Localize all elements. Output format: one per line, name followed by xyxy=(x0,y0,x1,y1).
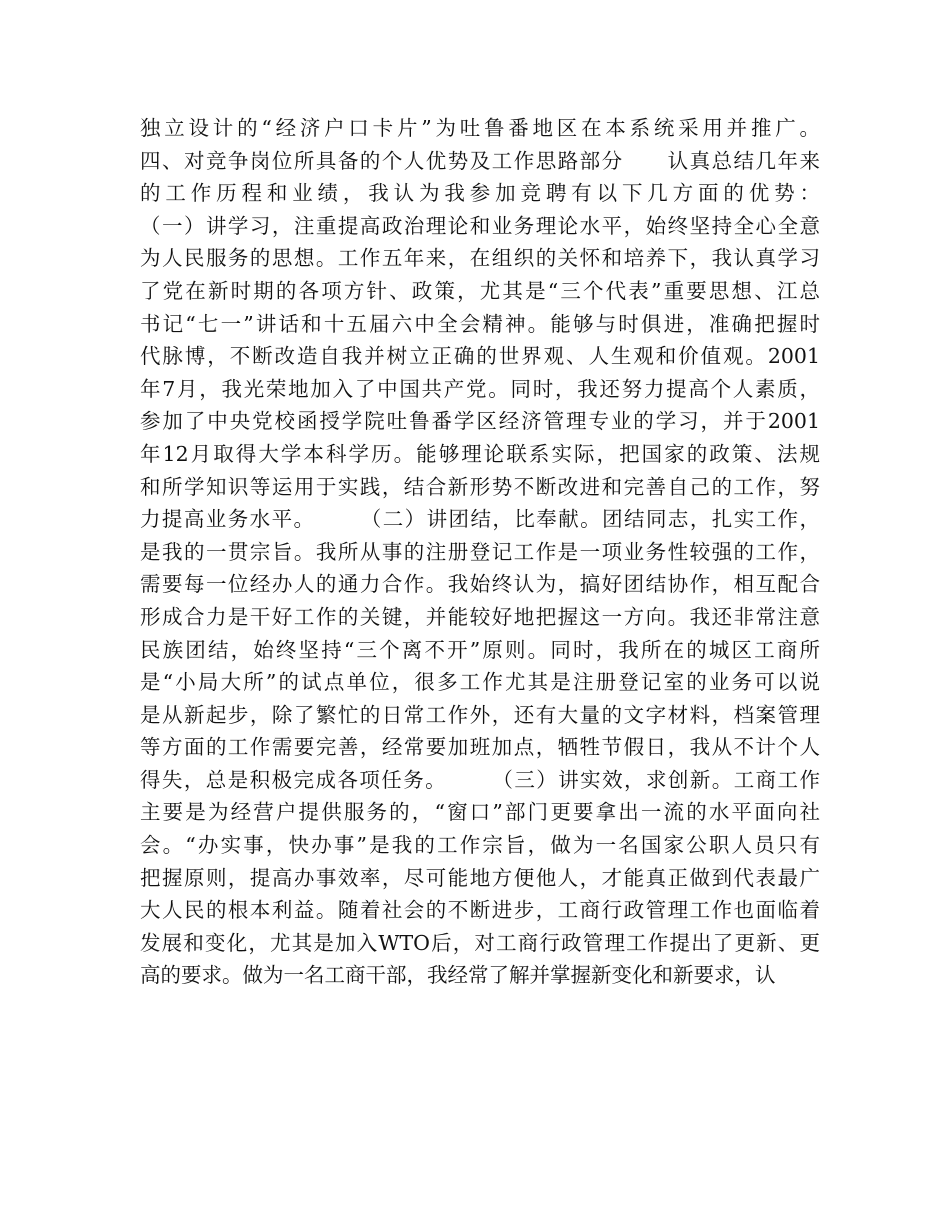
text-line: 书记“七一”讲话和十五届六中全会精神。能够与时俱进，准确把握时 xyxy=(140,311,820,336)
text-line: 需要每一位经办人的通力合作。我始终认为，搞好团结协作，相互配合 xyxy=(140,572,820,597)
text-line: 代脉博，不断改造自我并树立正确的世界观、人生观和价值观。2001 xyxy=(140,344,820,369)
text-line: 会。“办实事，快办事”是我的工作宗旨，做为一名国家公职人员只有 xyxy=(140,833,820,858)
text-line: 把握原则，提高办事效率，尽可能地方便他人，才能真正做到代表最广 xyxy=(140,865,820,890)
text-line: 四、对竞争岗位所具备的个人优势及工作思路部分 认真总结几年来 xyxy=(140,148,820,173)
text-line: 高的要求。做为一名工商干部，我经常了解并掌握新变化和新要求，认 xyxy=(140,963,776,988)
text-line: 大人民的根本利益。随着社会的不断进步，工商行政管理工作也面临着 xyxy=(140,898,820,923)
text-line: 是我的一贯宗旨。我所从事的注册登记工作是一项业务性较强的工作， xyxy=(140,539,820,564)
text-line: 年12月取得大学本科学历。能够理论联系实际，把国家的政策、法规 xyxy=(140,441,820,466)
text-line: 力提高业务水平。 （二）讲团结，比奉献。团结同志，扎实工作， xyxy=(140,507,820,532)
text-line: 年7月，我光荣地加入了中国共产党。同时，我还努力提高个人素质， xyxy=(140,376,820,401)
text-line: 独立设计的“经济户口卡片”为吐鲁番地区在本系统采用并推广。 xyxy=(140,116,820,140)
text-line: 是从新起步，除了繁忙的日常工作外，还有大量的文字材料，档案管理 xyxy=(140,702,820,727)
text-line: 参加了中央党校函授学院吐鲁番学区经济管理专业的学习，并于2001 xyxy=(140,409,820,434)
text-line: 和所学知识等运用于实践，结合新形势不断改进和完善自己的工作，努 xyxy=(140,474,820,499)
text-line: 为人民服务的思想。工作五年来，在组织的关怀和培养下，我认真学习 xyxy=(140,246,820,271)
text-line: 了党在新时期的各项方针、政策，尤其是“三个代表”重要思想、江总 xyxy=(140,278,820,303)
text-line: （一）讲学习，注重提高政治理论和业务理论水平，始终坚持全心全意 xyxy=(140,213,820,238)
body-text xyxy=(140,112,820,992)
text-line: 形成合力是干好工作的关键，并能较好地把握这一方向。我还非常注意 xyxy=(140,604,820,629)
text-line: 等方面的工作需要完善，经常要加班加点，牺牲节假日，我从不计个人 xyxy=(140,735,820,760)
text-line: 得失，总是积极完成各项任务。 （三）讲实效，求创新。工商工作 xyxy=(140,767,820,792)
text-line: 的工作历程和业绩，我认为我参加竞聘有以下几方面的优势： xyxy=(140,181,820,206)
text-line: 是“小局大所”的试点单位，很多工作尤其是注册登记室的业务可以说 xyxy=(140,670,820,695)
text-line: 民族团结，始终坚持“三个离不开”原则。同时，我所在的城区工商所 xyxy=(140,637,820,662)
text-line: 主要是为经营户提供服务的，“窗口”部门更要拿出一流的水平面向社 xyxy=(140,800,820,825)
text-line: 发展和变化，尤其是加入WTO后，对工商行政管理工作提出了更新、更 xyxy=(140,930,820,955)
